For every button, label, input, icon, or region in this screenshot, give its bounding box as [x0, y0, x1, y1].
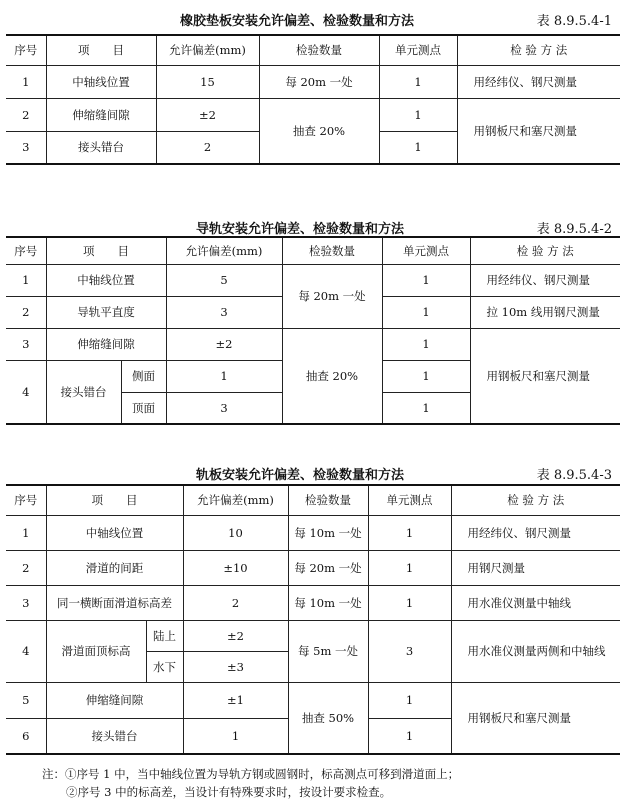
cell-points: 1	[368, 718, 451, 754]
table1	[6, 34, 620, 165]
cell-method: 用钢板尺和塞尺测量	[470, 328, 620, 424]
cell-no: 1	[6, 65, 46, 98]
col-header-tolerance: 允许偏差(mm)	[183, 485, 288, 515]
cell-item: 导轨平直度	[46, 296, 166, 328]
cell-points: 1	[382, 328, 470, 360]
col-header-points: 单元测点	[382, 237, 470, 264]
cell-method: 用钢板尺和塞尺测量	[451, 682, 620, 754]
cell-no: 1	[6, 515, 46, 550]
table2	[6, 236, 620, 425]
cell-method: 用钢尺测量	[451, 550, 620, 585]
cell-tolerance: ±2	[166, 328, 282, 360]
table-row	[6, 98, 620, 131]
table1-title: 橡胶垫板安装允许偏差、检验数量和方法	[180, 14, 415, 29]
cell-item: 伸缩缝间隙	[46, 98, 156, 131]
cell-points: 1	[379, 131, 457, 164]
table-row	[6, 585, 620, 620]
cell-method: 用水准仪测量两侧和中轴线	[451, 620, 620, 682]
cell-item: 同一横断面滑道标高差	[46, 585, 183, 620]
col-header-item: 项 目	[46, 35, 156, 65]
cell-tolerance: ±2	[183, 620, 288, 651]
cell-no: 3	[6, 585, 46, 620]
cell-no: 4	[6, 620, 46, 682]
cell-subitem: 水下	[146, 651, 183, 682]
cell-quantity: 每 10m 一处	[288, 515, 368, 550]
col-header-item: 项 目	[46, 237, 166, 264]
cell-tolerance: 1	[166, 360, 282, 392]
cell-method: 用水准仪测量中轴线	[451, 585, 620, 620]
cell-no: 2	[6, 550, 46, 585]
cell-item: 中轴线位置	[46, 65, 156, 98]
col-header-points: 单元测点	[379, 35, 457, 65]
cell-points: 1	[379, 98, 457, 131]
cell-no: 6	[6, 718, 46, 754]
cell-tolerance: ±3	[183, 651, 288, 682]
cell-method: 用经纬仪、钢尺测量	[457, 65, 620, 98]
cell-points: 1	[382, 392, 470, 424]
cell-quantity: 每 20m 一处	[288, 550, 368, 585]
cell-method: 用经纬仪、钢尺测量	[470, 264, 620, 296]
cell-tolerance: 15	[156, 65, 259, 98]
table1-number: 表 8.9.5.4-1	[536, 14, 612, 29]
cell-tolerance: 1	[183, 718, 288, 754]
table-row	[6, 328, 620, 360]
table-row	[6, 264, 620, 296]
table-row	[6, 682, 620, 718]
table2-title: 导轨安装允许偏差、检验数量和方法	[196, 222, 405, 237]
cell-no: 4	[6, 360, 46, 424]
table2-caption	[0, 216, 624, 236]
col-header-points: 单元测点	[368, 485, 451, 515]
cell-tolerance: ±10	[183, 550, 288, 585]
cell-item: 接头错台	[46, 360, 121, 424]
cell-no: 1	[6, 264, 46, 296]
table2-header-row	[6, 237, 620, 264]
cell-points: 1	[379, 65, 457, 98]
cell-subitem: 陆上	[146, 620, 183, 651]
col-header-tolerance: 允许偏差(mm)	[156, 35, 259, 65]
cell-tolerance: 10	[183, 515, 288, 550]
table2-number: 表 8.9.5.4-2	[536, 222, 612, 237]
table1-header-row	[6, 35, 620, 65]
cell-tolerance: 2	[183, 585, 288, 620]
cell-tolerance: 5	[166, 264, 282, 296]
cell-tolerance: ±1	[183, 682, 288, 718]
col-header-method: 检 验 方 法	[451, 485, 620, 515]
table3-title: 轨板安装允许偏差、检验数量和方法	[196, 468, 405, 483]
cell-no: 2	[6, 296, 46, 328]
cell-points: 1	[382, 296, 470, 328]
cell-method: 拉 10m 线用钢尺测量	[470, 296, 620, 328]
cell-points: 1	[368, 550, 451, 585]
cell-no: 3	[6, 328, 46, 360]
cell-quantity: 每 5m 一处	[288, 620, 368, 682]
cell-tolerance: ±2	[156, 98, 259, 131]
col-header-no: 序号	[6, 485, 46, 515]
footnote-2: ②序号 3 中的标高差，当设计有特殊要求时，按设计要求检查。	[66, 785, 392, 799]
cell-points: 1	[382, 360, 470, 392]
cell-quantity: 每 20m 一处	[259, 65, 379, 98]
cell-no: 2	[6, 98, 46, 131]
cell-item: 滑道面顶标高	[46, 620, 146, 682]
col-header-quantity: 检验数量	[282, 237, 382, 264]
cell-subitem: 顶面	[121, 392, 166, 424]
col-header-quantity: 检验数量	[259, 35, 379, 65]
table-row	[6, 65, 620, 98]
col-header-method: 检 验 方 法	[457, 35, 620, 65]
cell-item: 伸缩缝间隙	[46, 328, 166, 360]
cell-item: 接头错台	[46, 131, 156, 164]
cell-method: 用经纬仪、钢尺测量	[451, 515, 620, 550]
cell-tolerance: 3	[166, 392, 282, 424]
cell-no: 5	[6, 682, 46, 718]
col-header-method: 检 验 方 法	[470, 237, 620, 264]
cell-points: 1	[368, 515, 451, 550]
cell-tolerance: 3	[166, 296, 282, 328]
col-header-tolerance: 允许偏差(mm)	[166, 237, 282, 264]
table3	[6, 484, 620, 755]
cell-quantity: 每 10m 一处	[288, 585, 368, 620]
footnote-1: 注：①序号 1 中，当中轴线位置为导轨方钢或圆钢时，标高测点可移到滑道面上；	[42, 767, 460, 781]
cell-item: 滑道的间距	[46, 550, 183, 585]
col-header-quantity: 检验数量	[288, 485, 368, 515]
cell-subitem: 侧面	[121, 360, 166, 392]
cell-quantity: 每 20m 一处	[282, 264, 382, 328]
table3-number: 表 8.9.5.4-3	[536, 468, 612, 483]
cell-item: 伸缩缝间隙	[46, 682, 183, 718]
table1-caption	[0, 8, 624, 28]
table-row	[6, 620, 620, 651]
cell-item: 中轴线位置	[46, 515, 183, 550]
cell-quantity: 抽查 20%	[282, 328, 382, 424]
cell-points: 3	[368, 620, 451, 682]
table-row	[6, 550, 620, 585]
cell-points: 1	[368, 682, 451, 718]
table-row	[6, 515, 620, 550]
cell-points: 1	[368, 585, 451, 620]
cell-quantity: 抽查 20%	[259, 98, 379, 164]
cell-no: 3	[6, 131, 46, 164]
table3-header-row	[6, 485, 620, 515]
cell-item: 接头错台	[46, 718, 183, 754]
table3-caption	[0, 462, 624, 482]
cell-points: 1	[382, 264, 470, 296]
footnotes	[42, 765, 459, 801]
cell-method: 用钢板尺和塞尺测量	[457, 98, 620, 164]
col-header-no: 序号	[6, 35, 46, 65]
col-header-item: 项 目	[46, 485, 183, 515]
cell-item: 中轴线位置	[46, 264, 166, 296]
cell-tolerance: 2	[156, 131, 259, 164]
col-header-no: 序号	[6, 237, 46, 264]
cell-quantity: 抽查 50%	[288, 682, 368, 754]
